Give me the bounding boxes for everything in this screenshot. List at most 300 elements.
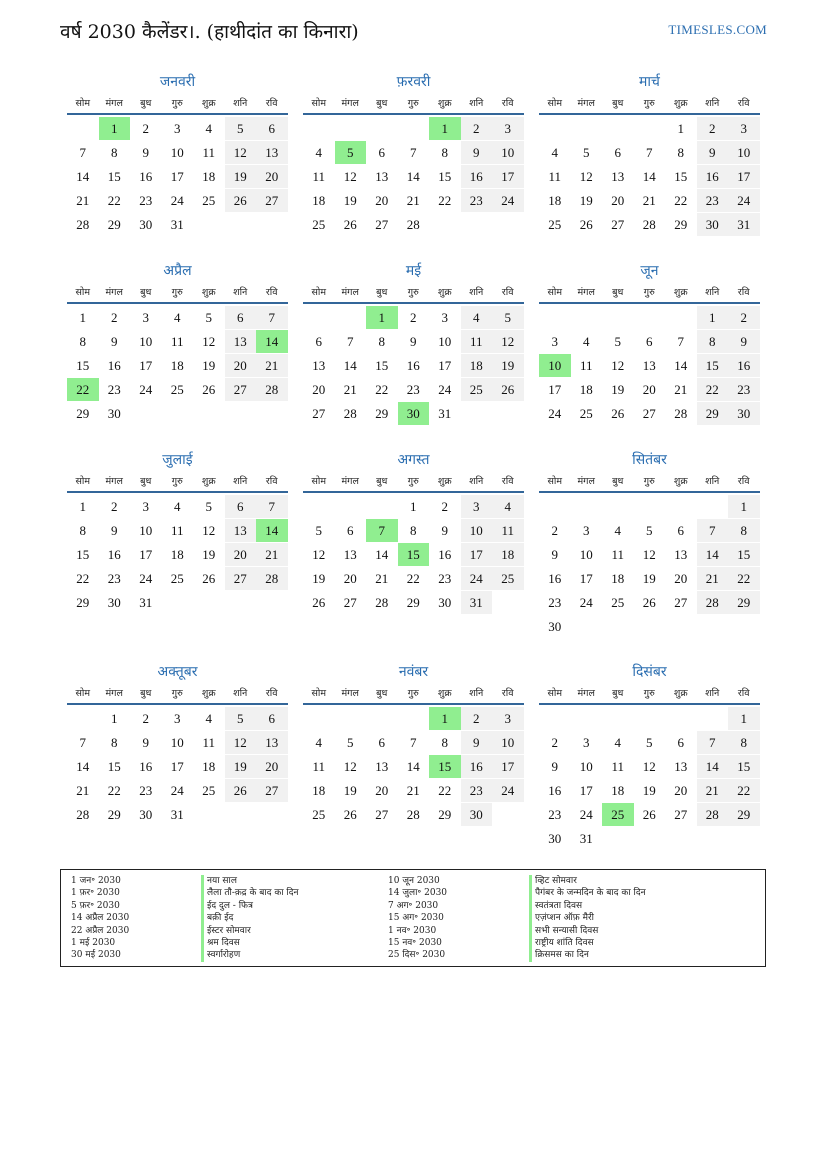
day-cell[interactable]: 6 <box>646 334 653 349</box>
day-cell[interactable]: 29 <box>438 807 452 822</box>
day-cell[interactable]: 30 <box>697 213 729 236</box>
day-cell[interactable]: 17 <box>492 165 524 188</box>
day-cell[interactable]: 13 <box>674 547 688 562</box>
day-cell[interactable]: 19 <box>202 358 216 373</box>
day-cell[interactable]: 22 <box>107 783 121 798</box>
day-cell[interactable]: 3 <box>142 499 149 514</box>
day-cell[interactable]: 11 <box>611 547 625 562</box>
day-cell[interactable]: 11 <box>312 759 326 774</box>
day-cell[interactable]: 10 <box>139 334 153 349</box>
day-cell[interactable]: 24 <box>579 595 593 610</box>
day-cell[interactable]: 4 <box>205 711 212 726</box>
day-cell[interactable]: 2 <box>551 735 558 750</box>
day-cell[interactable]: 12 <box>642 759 656 774</box>
day-cell[interactable]: 30 <box>139 217 153 232</box>
day-cell[interactable]: 11 <box>202 145 216 160</box>
day-cell[interactable]: 20 <box>674 571 688 586</box>
day-cell[interactable]: 3 <box>461 495 493 518</box>
day-cell[interactable]: 2 <box>142 121 149 136</box>
holiday-day[interactable]: 1 <box>429 707 461 730</box>
day-cell[interactable]: 22 <box>375 382 389 397</box>
day-cell[interactable]: 2 <box>697 117 729 140</box>
day-cell[interactable]: 20 <box>375 783 389 798</box>
day-cell[interactable]: 28 <box>642 217 656 232</box>
day-cell[interactable]: 14 <box>76 169 90 184</box>
day-cell[interactable]: 1 <box>111 711 118 726</box>
day-cell[interactable]: 25 <box>202 193 216 208</box>
day-cell[interactable]: 18 <box>548 193 562 208</box>
day-cell[interactable]: 20 <box>225 354 257 377</box>
day-cell[interactable]: 15 <box>375 358 389 373</box>
day-cell[interactable]: 15 <box>76 547 90 562</box>
day-cell[interactable]: 10 <box>170 735 184 750</box>
day-cell[interactable]: 4 <box>551 145 558 160</box>
day-cell[interactable]: 17 <box>461 543 493 566</box>
day-cell[interactable]: 23 <box>107 382 121 397</box>
day-cell[interactable]: 23 <box>406 382 420 397</box>
holiday-day[interactable]: 15 <box>398 543 430 566</box>
day-cell[interactable]: 28 <box>697 803 729 826</box>
day-cell[interactable]: 26 <box>202 571 216 586</box>
day-cell[interactable]: 16 <box>107 358 121 373</box>
holiday-day[interactable]: 5 <box>335 141 367 164</box>
day-cell[interactable]: 11 <box>202 735 216 750</box>
day-cell[interactable]: 13 <box>611 169 625 184</box>
day-cell[interactable]: 2 <box>410 310 417 325</box>
day-cell[interactable]: 2 <box>111 499 118 514</box>
day-cell[interactable]: 21 <box>375 571 389 586</box>
day-cell[interactable]: 14 <box>406 759 420 774</box>
day-cell[interactable]: 23 <box>139 783 153 798</box>
day-cell[interactable]: 5 <box>614 334 621 349</box>
day-cell[interactable]: 9 <box>551 759 558 774</box>
day-cell[interactable]: 30 <box>107 595 121 610</box>
day-cell[interactable]: 4 <box>583 334 590 349</box>
day-cell[interactable]: 24 <box>579 807 593 822</box>
day-cell[interactable]: 19 <box>579 193 593 208</box>
day-cell[interactable]: 12 <box>225 141 257 164</box>
day-cell[interactable]: 5 <box>347 735 354 750</box>
day-cell[interactable]: 22 <box>697 378 729 401</box>
day-cell[interactable]: 24 <box>139 571 153 586</box>
day-cell[interactable]: 6 <box>378 735 385 750</box>
holiday-day[interactable]: 22 <box>67 378 99 401</box>
day-cell[interactable]: 25 <box>579 406 593 421</box>
day-cell[interactable]: 15 <box>728 543 760 566</box>
day-cell[interactable]: 3 <box>728 117 760 140</box>
day-cell[interactable]: 8 <box>441 735 448 750</box>
day-cell[interactable]: 14 <box>76 759 90 774</box>
day-cell[interactable]: 17 <box>139 358 153 373</box>
day-cell[interactable]: 1 <box>79 310 86 325</box>
day-cell[interactable]: 15 <box>76 358 90 373</box>
day-cell[interactable]: 21 <box>674 382 688 397</box>
day-cell[interactable]: 11 <box>461 330 493 353</box>
day-cell[interactable]: 18 <box>170 547 184 562</box>
day-cell[interactable]: 14 <box>674 358 688 373</box>
holiday-day[interactable]: 25 <box>602 803 634 826</box>
day-cell[interactable]: 12 <box>492 330 524 353</box>
day-cell[interactable]: 17 <box>579 783 593 798</box>
day-cell[interactable]: 13 <box>642 358 656 373</box>
day-cell[interactable]: 22 <box>406 571 420 586</box>
day-cell[interactable]: 9 <box>142 735 149 750</box>
day-cell[interactable]: 1 <box>697 306 729 329</box>
day-cell[interactable]: 5 <box>315 523 322 538</box>
day-cell[interactable]: 4 <box>315 735 322 750</box>
day-cell[interactable]: 2 <box>728 306 760 329</box>
day-cell[interactable]: 6 <box>225 306 257 329</box>
day-cell[interactable]: 24 <box>461 567 493 590</box>
day-cell[interactable]: 11 <box>611 759 625 774</box>
day-cell[interactable]: 13 <box>375 759 389 774</box>
day-cell[interactable]: 26 <box>202 382 216 397</box>
day-cell[interactable]: 20 <box>225 543 257 566</box>
day-cell[interactable]: 29 <box>76 406 90 421</box>
holiday-day[interactable]: 1 <box>429 117 461 140</box>
day-cell[interactable]: 27 <box>256 779 288 802</box>
day-cell[interactable]: 13 <box>256 731 288 754</box>
day-cell[interactable]: 10 <box>492 731 524 754</box>
day-cell[interactable]: 31 <box>579 831 593 846</box>
day-cell[interactable]: 16 <box>461 165 493 188</box>
day-cell[interactable]: 18 <box>461 354 493 377</box>
day-cell[interactable]: 1 <box>728 707 760 730</box>
day-cell[interactable]: 31 <box>170 217 184 232</box>
day-cell[interactable]: 25 <box>461 378 493 401</box>
day-cell[interactable]: 29 <box>375 406 389 421</box>
day-cell[interactable]: 26 <box>611 406 625 421</box>
day-cell[interactable]: 26 <box>225 779 257 802</box>
holiday-day[interactable]: 7 <box>366 519 398 542</box>
day-cell[interactable]: 22 <box>438 193 452 208</box>
day-cell[interactable]: 8 <box>441 145 448 160</box>
day-cell[interactable]: 19 <box>343 783 357 798</box>
day-cell[interactable]: 21 <box>76 193 90 208</box>
day-cell[interactable]: 28 <box>256 567 288 590</box>
day-cell[interactable]: 21 <box>343 382 357 397</box>
day-cell[interactable]: 20 <box>312 382 326 397</box>
day-cell[interactable]: 30 <box>107 406 121 421</box>
day-cell[interactable]: 11 <box>492 519 524 542</box>
day-cell[interactable]: 8 <box>111 145 118 160</box>
day-cell[interactable]: 20 <box>256 755 288 778</box>
day-cell[interactable]: 28 <box>375 595 389 610</box>
day-cell[interactable]: 26 <box>225 189 257 212</box>
day-cell[interactable]: 7 <box>697 519 729 542</box>
day-cell[interactable]: 27 <box>343 595 357 610</box>
day-cell[interactable]: 2 <box>142 711 149 726</box>
day-cell[interactable]: 9 <box>441 523 448 538</box>
day-cell[interactable]: 4 <box>614 523 621 538</box>
day-cell[interactable]: 11 <box>312 169 326 184</box>
day-cell[interactable]: 11 <box>579 358 593 373</box>
day-cell[interactable]: 29 <box>107 217 121 232</box>
day-cell[interactable]: 9 <box>461 731 493 754</box>
day-cell[interactable]: 12 <box>611 358 625 373</box>
day-cell[interactable]: 29 <box>406 595 420 610</box>
day-cell[interactable]: 9 <box>551 547 558 562</box>
site-link[interactable]: TIMESLES.COM <box>668 22 767 37</box>
day-cell[interactable]: 6 <box>347 523 354 538</box>
day-cell[interactable]: 7 <box>410 735 417 750</box>
day-cell[interactable]: 27 <box>375 807 389 822</box>
day-cell[interactable]: 12 <box>225 731 257 754</box>
day-cell[interactable]: 13 <box>256 141 288 164</box>
day-cell[interactable]: 4 <box>492 495 524 518</box>
day-cell[interactable]: 29 <box>674 217 688 232</box>
day-cell[interactable]: 18 <box>312 783 326 798</box>
day-cell[interactable]: 25 <box>170 571 184 586</box>
day-cell[interactable]: 7 <box>646 145 653 160</box>
day-cell[interactable]: 27 <box>611 217 625 232</box>
day-cell[interactable]: 16 <box>548 783 562 798</box>
day-cell[interactable]: 6 <box>225 495 257 518</box>
day-cell[interactable]: 8 <box>79 523 86 538</box>
day-cell[interactable]: 3 <box>492 707 524 730</box>
day-cell[interactable]: 30 <box>438 595 452 610</box>
day-cell[interactable]: 15 <box>438 169 452 184</box>
day-cell[interactable]: 25 <box>312 807 326 822</box>
day-cell[interactable]: 8 <box>697 330 729 353</box>
day-cell[interactable]: 21 <box>697 779 729 802</box>
day-cell[interactable]: 26 <box>579 217 593 232</box>
day-cell[interactable]: 6 <box>315 334 322 349</box>
day-cell[interactable]: 17 <box>170 759 184 774</box>
day-cell[interactable]: 29 <box>728 591 760 614</box>
day-cell[interactable]: 21 <box>256 543 288 566</box>
day-cell[interactable]: 13 <box>312 358 326 373</box>
day-cell[interactable]: 27 <box>256 189 288 212</box>
day-cell[interactable]: 23 <box>461 779 493 802</box>
day-cell[interactable]: 28 <box>76 217 90 232</box>
day-cell[interactable]: 26 <box>343 807 357 822</box>
holiday-day[interactable]: 14 <box>256 330 288 353</box>
day-cell[interactable]: 7 <box>79 145 86 160</box>
day-cell[interactable]: 6 <box>677 523 684 538</box>
day-cell[interactable]: 8 <box>79 334 86 349</box>
day-cell[interactable]: 28 <box>76 807 90 822</box>
day-cell[interactable]: 27 <box>375 217 389 232</box>
day-cell[interactable]: 14 <box>697 543 729 566</box>
day-cell[interactable]: 17 <box>492 755 524 778</box>
day-cell[interactable]: 9 <box>461 141 493 164</box>
day-cell[interactable]: 24 <box>438 382 452 397</box>
day-cell[interactable]: 15 <box>728 755 760 778</box>
day-cell[interactable]: 3 <box>551 334 558 349</box>
holiday-day[interactable]: 15 <box>429 755 461 778</box>
day-cell[interactable]: 18 <box>611 571 625 586</box>
day-cell[interactable]: 5 <box>205 499 212 514</box>
day-cell[interactable]: 20 <box>611 193 625 208</box>
day-cell[interactable]: 15 <box>107 759 121 774</box>
day-cell[interactable]: 24 <box>492 189 524 212</box>
day-cell[interactable]: 10 <box>579 547 593 562</box>
day-cell[interactable]: 13 <box>343 547 357 562</box>
day-cell[interactable]: 14 <box>343 358 357 373</box>
day-cell[interactable]: 24 <box>170 193 184 208</box>
day-cell[interactable]: 27 <box>642 406 656 421</box>
day-cell[interactable]: 11 <box>548 169 562 184</box>
day-cell[interactable]: 14 <box>375 547 389 562</box>
day-cell[interactable]: 19 <box>492 354 524 377</box>
day-cell[interactable]: 19 <box>642 783 656 798</box>
day-cell[interactable]: 4 <box>174 499 181 514</box>
day-cell[interactable]: 22 <box>438 783 452 798</box>
day-cell[interactable]: 16 <box>728 354 760 377</box>
day-cell[interactable]: 15 <box>697 354 729 377</box>
day-cell[interactable]: 8 <box>728 731 760 754</box>
day-cell[interactable]: 21 <box>256 354 288 377</box>
day-cell[interactable]: 6 <box>256 117 288 140</box>
day-cell[interactable]: 26 <box>343 217 357 232</box>
day-cell[interactable]: 3 <box>583 735 590 750</box>
day-cell[interactable]: 17 <box>139 547 153 562</box>
day-cell[interactable]: 18 <box>312 193 326 208</box>
day-cell[interactable]: 7 <box>256 306 288 329</box>
day-cell[interactable]: 2 <box>461 117 493 140</box>
day-cell[interactable]: 7 <box>410 145 417 160</box>
day-cell[interactable]: 14 <box>697 755 729 778</box>
day-cell[interactable]: 27 <box>312 406 326 421</box>
day-cell[interactable]: 7 <box>256 495 288 518</box>
day-cell[interactable]: 17 <box>438 358 452 373</box>
day-cell[interactable]: 23 <box>438 571 452 586</box>
day-cell[interactable]: 20 <box>642 382 656 397</box>
day-cell[interactable]: 1 <box>410 499 417 514</box>
day-cell[interactable]: 26 <box>642 807 656 822</box>
day-cell[interactable]: 4 <box>315 145 322 160</box>
day-cell[interactable]: 10 <box>728 141 760 164</box>
day-cell[interactable]: 30 <box>548 619 562 634</box>
day-cell[interactable]: 19 <box>642 571 656 586</box>
day-cell[interactable]: 29 <box>76 595 90 610</box>
day-cell[interactable]: 29 <box>697 402 729 425</box>
day-cell[interactable]: 28 <box>343 406 357 421</box>
day-cell[interactable]: 3 <box>174 711 181 726</box>
day-cell[interactable]: 4 <box>205 121 212 136</box>
day-cell[interactable]: 8 <box>728 519 760 542</box>
day-cell[interactable]: 19 <box>225 755 257 778</box>
day-cell[interactable]: 18 <box>579 382 593 397</box>
day-cell[interactable]: 25 <box>548 217 562 232</box>
day-cell[interactable]: 7 <box>79 735 86 750</box>
day-cell[interactable]: 3 <box>174 121 181 136</box>
day-cell[interactable]: 22 <box>107 193 121 208</box>
day-cell[interactable]: 24 <box>728 189 760 212</box>
day-cell[interactable]: 28 <box>406 807 420 822</box>
day-cell[interactable]: 26 <box>492 378 524 401</box>
day-cell[interactable]: 30 <box>461 803 493 826</box>
day-cell[interactable]: 12 <box>343 759 357 774</box>
day-cell[interactable]: 5 <box>646 523 653 538</box>
day-cell[interactable]: 21 <box>642 193 656 208</box>
day-cell[interactable]: 23 <box>548 807 562 822</box>
day-cell[interactable]: 4 <box>461 306 493 329</box>
day-cell[interactable]: 31 <box>139 595 153 610</box>
day-cell[interactable]: 16 <box>139 169 153 184</box>
day-cell[interactable]: 25 <box>492 567 524 590</box>
day-cell[interactable]: 18 <box>492 543 524 566</box>
day-cell[interactable]: 15 <box>674 169 688 184</box>
day-cell[interactable]: 12 <box>202 334 216 349</box>
day-cell[interactable]: 21 <box>406 193 420 208</box>
day-cell[interactable]: 19 <box>225 165 257 188</box>
day-cell[interactable]: 7 <box>347 334 354 349</box>
day-cell[interactable]: 25 <box>170 382 184 397</box>
day-cell[interactable]: 8 <box>677 145 684 160</box>
day-cell[interactable]: 18 <box>170 358 184 373</box>
day-cell[interactable]: 19 <box>611 382 625 397</box>
day-cell[interactable]: 25 <box>202 783 216 798</box>
day-cell[interactable]: 3 <box>583 523 590 538</box>
day-cell[interactable]: 24 <box>170 783 184 798</box>
day-cell[interactable]: 16 <box>406 358 420 373</box>
day-cell[interactable]: 17 <box>579 571 593 586</box>
day-cell[interactable]: 22 <box>674 193 688 208</box>
day-cell[interactable]: 2 <box>111 310 118 325</box>
day-cell[interactable]: 28 <box>697 591 729 614</box>
day-cell[interactable]: 22 <box>728 779 760 802</box>
day-cell[interactable]: 21 <box>406 783 420 798</box>
day-cell[interactable]: 4 <box>174 310 181 325</box>
day-cell[interactable]: 1 <box>79 499 86 514</box>
day-cell[interactable]: 16 <box>107 547 121 562</box>
day-cell[interactable]: 22 <box>76 571 90 586</box>
day-cell[interactable]: 26 <box>642 595 656 610</box>
day-cell[interactable]: 9 <box>728 330 760 353</box>
day-cell[interactable]: 3 <box>441 310 448 325</box>
day-cell[interactable]: 1 <box>677 121 684 136</box>
day-cell[interactable]: 9 <box>111 334 118 349</box>
day-cell[interactable]: 10 <box>492 141 524 164</box>
day-cell[interactable]: 5 <box>583 145 590 160</box>
day-cell[interactable]: 10 <box>579 759 593 774</box>
day-cell[interactable]: 18 <box>611 783 625 798</box>
day-cell[interactable]: 29 <box>107 807 121 822</box>
day-cell[interactable]: 10 <box>438 334 452 349</box>
day-cell[interactable]: 16 <box>697 165 729 188</box>
day-cell[interactable]: 15 <box>107 169 121 184</box>
day-cell[interactable]: 6 <box>378 145 385 160</box>
day-cell[interactable]: 2 <box>441 499 448 514</box>
day-cell[interactable]: 16 <box>461 755 493 778</box>
day-cell[interactable]: 21 <box>76 783 90 798</box>
day-cell[interactable]: 13 <box>674 759 688 774</box>
day-cell[interactable]: 5 <box>225 707 257 730</box>
day-cell[interactable]: 18 <box>202 169 216 184</box>
day-cell[interactable]: 29 <box>728 803 760 826</box>
holiday-day[interactable]: 30 <box>398 402 430 425</box>
holiday-day[interactable]: 1 <box>366 306 398 329</box>
day-cell[interactable]: 8 <box>410 523 417 538</box>
day-cell[interactable]: 23 <box>461 189 493 212</box>
day-cell[interactable]: 11 <box>170 334 184 349</box>
day-cell[interactable]: 20 <box>674 783 688 798</box>
day-cell[interactable]: 27 <box>674 595 688 610</box>
day-cell[interactable]: 14 <box>406 169 420 184</box>
day-cell[interactable]: 27 <box>225 567 257 590</box>
day-cell[interactable]: 30 <box>728 402 760 425</box>
day-cell[interactable]: 18 <box>202 759 216 774</box>
day-cell[interactable]: 21 <box>697 567 729 590</box>
holiday-day[interactable]: 14 <box>256 519 288 542</box>
day-cell[interactable]: 31 <box>728 213 760 236</box>
day-cell[interactable]: 20 <box>256 165 288 188</box>
day-cell[interactable]: 6 <box>677 735 684 750</box>
day-cell[interactable]: 20 <box>375 193 389 208</box>
day-cell[interactable]: 2 <box>551 523 558 538</box>
